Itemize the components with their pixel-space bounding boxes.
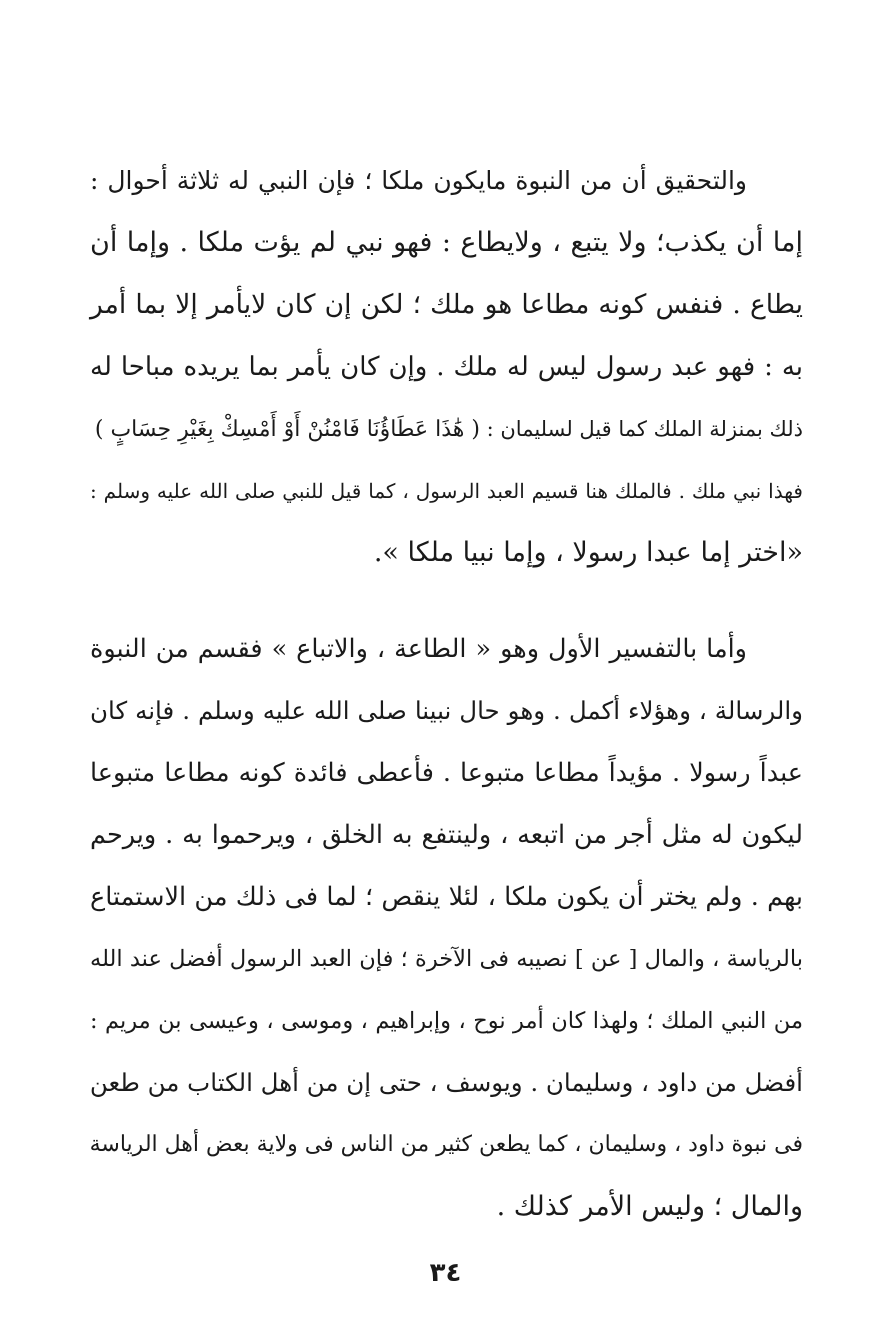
text-line: إما أن يكذب؛ ولا يتبع ، ولايطاع : فهو نبي لم يؤت ملكا . وإما أن <box>90 227 803 258</box>
text-line-with-quote <box>90 398 803 460</box>
quran-quote: ( هَٰذَا عَطَاؤُنَا فَامْنُنْ أَوْ أَمْسِكْ بِغَيْرِ حِسَابٍ ) <box>94 417 480 442</box>
text-line: والتحقيق أن من النبوة مايكون ملكا ؛ فإن النبي له ثلاثة أحوال : <box>90 166 747 195</box>
page-number: ٣٤ <box>429 1258 462 1288</box>
text-line: والمال ؛ وليس الأمر كذلك . <box>496 1191 803 1222</box>
text-line: والرسالة ، وهؤلاء أكمل . وهو حال نبينا صلى الله عليه وسلم . فإنه كان <box>90 696 803 725</box>
paragraph-2 <box>90 618 803 1238</box>
paragraph-1 <box>90 150 803 584</box>
text-line: عبداً رسولا . مؤيداً مطاعا متبوعا . فأعطى فائدة كونه مطاعا متبوعا <box>90 758 803 788</box>
text-line: أفضل من داود ، وسليمان . ويوسف ، حتى إن من أهل الكتاب من طعن <box>89 1068 803 1097</box>
text-line: فهذا نبي ملك . فالملك هنا قسيم العبد الرسول ، كما قيل للنبي صلى الله عليه وسلم : <box>90 479 803 503</box>
text-line: بهم . ولم يختر أن يكون ملكا ، لئلا ينقص ؛ لما فى ذلك من الاستمتاع <box>90 882 803 912</box>
text-line: يطاع . فنفس كونه مطاعا هو ملك ؛ لكن إن كان لايأمر إلا بما أمر <box>90 289 803 320</box>
text-line: بالرياسة ، والمال [ عن ] نصيبه فى الآخرة ؛ فإن العبد الرسول أفضل عند الله <box>90 946 803 972</box>
text-line: ليكون له مثل أجر من اتبعه ، ولينتفع به الخلق ، ويرحموا به . ويرحم <box>90 820 803 850</box>
text-line: فى نبوة داود ، وسليمان ، كما يطعن كثير من الناس فى ولاية بعض أهل الرياسة <box>89 1132 803 1157</box>
text-line: به : فهو عبد رسول ليس له ملك . وإن كان يأمر بما يريده مباحا له <box>90 352 803 382</box>
text-line-segment: ذلك بمنزلة الملك كما قيل لسليمان : <box>486 417 803 441</box>
text-line: وأما بالتفسير الأول وهو « الطاعة ، والاتباع » فقسم من النبوة <box>90 634 747 664</box>
text-line: «اختر إما عبدا رسولا ، وإما نبيا ملكا ». <box>373 537 803 568</box>
text-line: من النبي الملك ؛ ولهذا كان أمر نوح ، وإبراهيم ، وموسى ، وعيسى بن مريم : <box>90 1008 803 1034</box>
